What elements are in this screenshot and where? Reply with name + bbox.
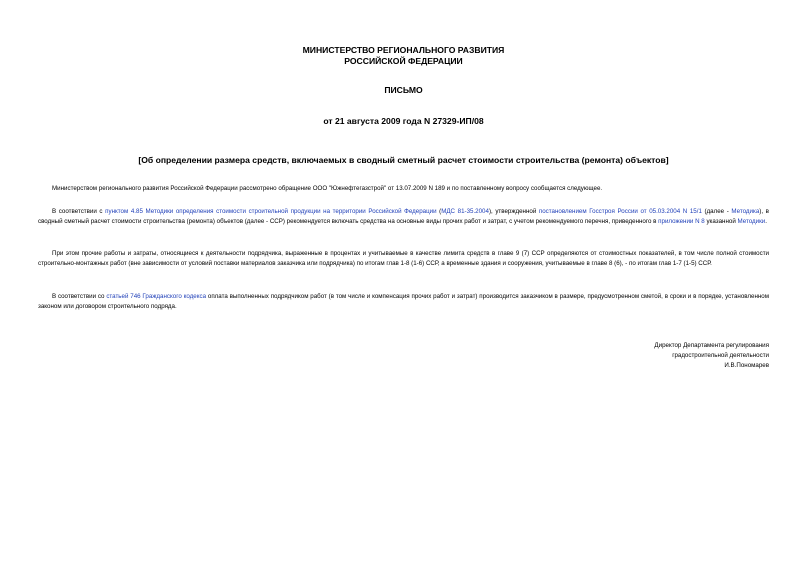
- paragraph-4: [38, 292, 769, 312]
- paragraph-2-text: (: [436, 208, 442, 215]
- paragraph-2-text: указанной: [704, 218, 738, 225]
- methodology-link[interactable]: Методика: [731, 208, 760, 215]
- signature-title-line-1: Директор Департамента регулирования: [654, 342, 769, 349]
- paragraph-4-text: оплата выполненных подрядчиком работ (в том числе и компенсация прочих работ и затрат) производится заказчиком в размере, предусмотренном сметой, в сроки и в порядке, установленном законом или договором строительного подряда.: [38, 293, 769, 310]
- paragraph-3: При этом прочие работы и затраты, относящиеся к деятельности подрядчика, выраженные в процентах и учитываемые в качестве лимита средств в главе 9 (7) ССР определяются от стоимостных показателей, в том числе полной стоимости строительно-монтажных работ (вне зависимости от условий поставки материалов заказчика или подрядчика) по итогам глав 1-8 (1-6) ССР, а временные здания и сооружения, учитываемые в главе 8 (6), - по итогам глав 1-7 (1-5) ССР.: [38, 250, 769, 267]
- methodology-link-2[interactable]: Методики: [737, 218, 766, 225]
- document-date-number: от 21 августа 2009 года N 27329-ИП/08: [323, 116, 484, 126]
- gosstroy-resolution-link[interactable]: постановлением Госстроя России от 05.03.2004 N 15/1: [538, 208, 702, 215]
- ministry-line-1: МИНИСТЕРСТВО РЕГИОНАЛЬНОГО РАЗВИТИЯ: [302, 45, 505, 55]
- paragraph-2: [38, 207, 769, 227]
- paragraph-4-text: В соответствии со: [52, 293, 107, 300]
- paragraph-1: Министерством регионального развития Российской Федерации рассмотрено обращение ООО "Южнефтегазстрой" от 13.07.2009 N 189 и по поставленному вопросу сообщается следующее.: [52, 185, 603, 192]
- paragraph-2-text: В соответствии с: [52, 208, 106, 215]
- ministry-heading: [38, 45, 769, 67]
- appendix-8-link[interactable]: приложении N 8: [658, 218, 705, 225]
- methodology-clause-link[interactable]: пунктом 4.85 Методики определения стоимости строительной продукции на территории Российской Федерации: [105, 208, 437, 215]
- civil-code-article-link[interactable]: статьей 746 Гражданского кодекса: [106, 293, 207, 300]
- document-type: ПИСЬМО: [384, 85, 423, 95]
- ministry-line-2: РОССИЙСКОЙ ФЕДЕРАЦИИ: [344, 56, 463, 66]
- signatory-name: И.В.Пономарев: [724, 362, 769, 369]
- paragraph-2-text: ), утвержденной: [488, 208, 539, 215]
- paragraph-2-text: ), в сводный сметный расчет стоимости строительства (ремонта) объектов (далее - ССР) рекомендуется включать средства на основные виды прочих работ и затрат, с учетом рекомендуемого перечня, приведенного в: [38, 208, 769, 225]
- signature-block: [654, 341, 769, 371]
- signature-title-line-2: градостроительной деятельности: [672, 352, 769, 359]
- paragraph-2-text: (далее -: [701, 208, 732, 215]
- document-subject: [Об определении размера средств, включаемых в сводный сметный расчет стоимости строительства (ремонта) объектов]: [138, 155, 669, 165]
- paragraph-2-text: .: [765, 218, 767, 225]
- mds-link[interactable]: МДС 81-35.2004: [441, 208, 489, 215]
